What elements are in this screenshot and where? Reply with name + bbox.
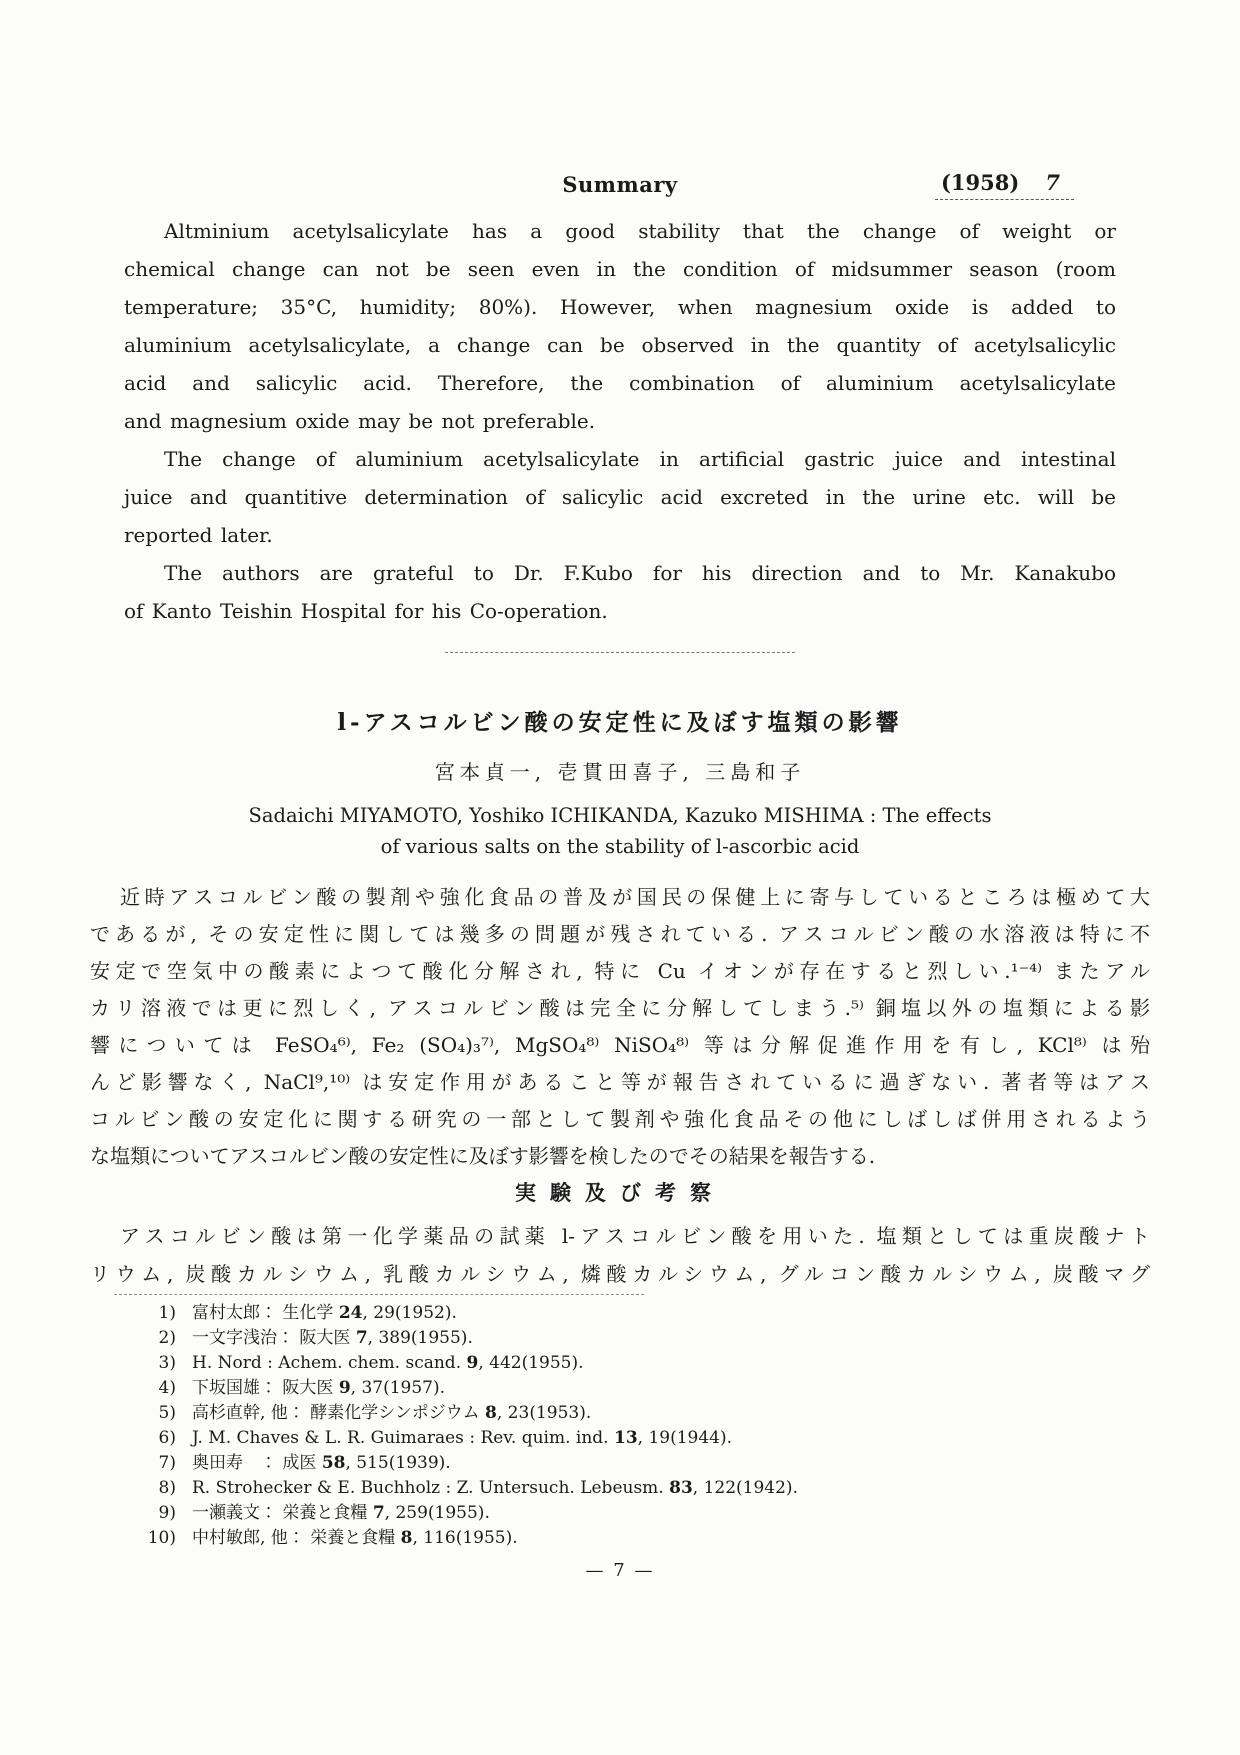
- text-line: reported later.: [124, 523, 273, 547]
- text-line: chemical change can not be seen even in the condition of midsummer season (room: [124, 257, 1116, 281]
- footnote-number: 4): [158, 1378, 176, 1398]
- text-line: The change of aluminium acetylsalicylate in artificial gastric juice and intestinal: [164, 447, 1116, 471]
- footnote-text: [192, 1526, 1116, 1551]
- footnote-row: [140, 1326, 1116, 1351]
- footnote-number: 3): [158, 1353, 176, 1373]
- footnote-text: [192, 1501, 1116, 1526]
- footnote-volume: 83: [669, 1478, 693, 1498]
- text-line: temperature; 35°C, humidity; 80%). However, when magnesium oxide is added to: [124, 295, 1116, 319]
- footnote-pages: , 515(1939).: [345, 1453, 451, 1473]
- footnote-pages: , 442(1955).: [478, 1353, 584, 1373]
- footnote-volume: 13: [613, 1428, 638, 1448]
- summary-paragraph-3: [124, 554, 1116, 630]
- footnote-volume: 9: [466, 1353, 479, 1373]
- footnote-pages: , 122(1942).: [692, 1478, 798, 1498]
- footnote-text: [192, 1451, 1116, 1476]
- footnote-citation: 中村敏郎, 他： 栄養と食糧: [192, 1528, 401, 1548]
- footnote-row: [140, 1526, 1116, 1551]
- summary-heading: Summary: [562, 172, 678, 197]
- footnote-number: 9): [158, 1503, 176, 1523]
- text-line: コルビン酸の安定化に関する研究の一部として製剤や強化食品その他にしばしば併用されるよう: [90, 1107, 1150, 1131]
- text-line: Altminium acetylsalicylate has a good stability that the change of weight or: [164, 219, 1116, 243]
- text-line: juice and quantitive determination of salicylic acid excreted in the urine etc. will be: [124, 485, 1116, 509]
- footnote-citation: 一瀬義文： 栄養と食糧: [192, 1503, 373, 1523]
- section-heading: 実験及び考察: [515, 1180, 725, 1205]
- footnote-volume: 58: [321, 1453, 346, 1473]
- text-line: The authors are grateful to Dr. F.Kubo for his direction and to Mr. Kanakubo: [164, 561, 1116, 585]
- footnote-citation: J. M. Chaves & L. R. Guimaraes : Rev. quim. ind.: [192, 1428, 614, 1448]
- authors-ja: 宮本貞一, 壱貫田喜子, 三島和子: [434, 760, 806, 784]
- article-title-ja: l-アスコルビン酸の安定性に及ぼす塩類の影響: [337, 709, 903, 736]
- footnote-volume: 8: [485, 1403, 497, 1423]
- footnote-text: [192, 1476, 1116, 1501]
- authors-en-line1: Sadaichi MIYAMOTO, Yoshiko ICHIKANDA, Kazuko MISHIMA : The effects: [248, 804, 992, 827]
- journal-year: (1958): [941, 170, 1020, 195]
- footnote-pages: , 37(1957).: [350, 1378, 446, 1398]
- authors-en-line2: of various salts on the stability of l-ascorbic acid: [380, 835, 860, 858]
- footnote-volume: 7: [355, 1328, 368, 1348]
- footnote-row: [140, 1351, 1116, 1376]
- footnote-separator: [114, 1294, 644, 1295]
- footnote-volume: 7: [372, 1503, 385, 1523]
- footnote-row: [140, 1301, 1116, 1326]
- footnote-text: [192, 1376, 1116, 1401]
- footnote-citation: 富村太郎： 生化学: [192, 1303, 339, 1323]
- text-line: 近時アスコルビン酸の製剤や強化食品の普及が国民の保健上に寄与しているところは極めて大: [120, 885, 1150, 909]
- text-line: acid and salicylic acid. Therefore, the combination of aluminium acetylsalicylate: [124, 371, 1116, 395]
- footer-page-number: — 7 —: [585, 1560, 655, 1581]
- text-line: アスコルビン酸は第一化学薬品の試薬 l-アスコルビン酸を用いた. 塩類としては重炭酸ナト: [120, 1224, 1150, 1248]
- footnote-text: [192, 1426, 1116, 1451]
- footnote-citation: 高杉直幹, 他： 酵素化学シンポジウム: [192, 1403, 486, 1423]
- summary-paragraph-2: [124, 440, 1116, 554]
- footnote-text: [192, 1401, 1116, 1426]
- text-line: aluminium acetylsalicylate, a change can be observed in the quantity of acetylsalicylic: [124, 333, 1116, 357]
- footnote-number: 2): [158, 1328, 176, 1348]
- footnote-row: [140, 1401, 1116, 1426]
- footnote-number: 5): [158, 1403, 176, 1423]
- footnote-row: [140, 1376, 1116, 1401]
- experiment-paragraph: [90, 1217, 1150, 1293]
- text-line: and magnesium oxide may be not preferable.: [124, 409, 596, 433]
- footnote-volume: 8: [400, 1528, 413, 1548]
- footnote-text: [192, 1351, 1116, 1376]
- text-line: な塩類についてアスコルビン酸の安定性に及ぼす影響を検したのでその結果を報告する.: [90, 1144, 876, 1168]
- footnote-number: 7): [158, 1453, 176, 1473]
- page-header: [935, 170, 1074, 200]
- header-page-number: 7: [1045, 170, 1060, 195]
- footnote-pages: , 116(1955).: [412, 1528, 518, 1548]
- text-line: んど影響なく, NaCl⁹,¹⁰⁾ は安定作用があること等が報告されているに過ぎない. 著者等はアス: [90, 1070, 1150, 1094]
- text-line: of Kanto Teishin Hospital for his Co-operation.: [124, 599, 608, 623]
- summary-paragraph-1: [124, 212, 1116, 440]
- footnote-citation: R. Strohecker & E. Buchholz : Z. Untersuch. Lebeusm.: [192, 1478, 670, 1498]
- authors-en: [124, 801, 1116, 863]
- footnote-number: 1): [158, 1303, 176, 1323]
- footnote-pages: , 389(1955).: [367, 1328, 473, 1348]
- footnote-row: [140, 1451, 1116, 1476]
- section-divider: [445, 652, 795, 653]
- text-line: 響については FeSO₄⁶⁾, Fe₂ (SO₄)₃⁷⁾, MgSO₄⁸⁾ NiSO₄⁸⁾ 等は分解促進作用を有し, KCl⁸⁾ は殆: [90, 1033, 1150, 1057]
- text-line: であるが, その安定性に関しては幾多の問題が残されている. アスコルビン酸の水溶液は特に不: [90, 922, 1150, 946]
- footnote-number: 10): [147, 1528, 176, 1548]
- footnote-volume: 24: [338, 1303, 363, 1323]
- footnote-pages: , 259(1955).: [384, 1503, 490, 1523]
- text-line: 安定で空気中の酸素によつて酸化分解され, 特に Cu イオンが存在すると烈しい.¹⁻⁴⁾ またアル: [90, 959, 1150, 983]
- footnote-citation: H. Nord : Achem. chem. scand.: [192, 1353, 467, 1373]
- footnote-row: [140, 1501, 1116, 1526]
- footnote-citation: 一文字浅治： 阪大医: [192, 1328, 356, 1348]
- footnote-citation: 奥田寿 ： 成医: [192, 1453, 322, 1473]
- footnote-row: [140, 1476, 1116, 1501]
- footnote-row: [140, 1426, 1116, 1451]
- footnote-volume: 9: [338, 1378, 351, 1398]
- footnote-number: 8): [158, 1478, 176, 1498]
- text-line: リウム, 炭酸カルシウム, 乳酸カルシウム, 燐酸カルシウム, グルコン酸カルシウム, 炭酸マグ: [90, 1262, 1150, 1286]
- footnote-pages: , 29(1952).: [362, 1303, 457, 1323]
- footnote-number: 6): [158, 1428, 176, 1448]
- footnote-pages: , 23(1953).: [496, 1403, 592, 1423]
- footnotes-list: [140, 1301, 1116, 1551]
- footnote-text: [192, 1326, 1116, 1351]
- footnote-pages: , 19(1944).: [637, 1428, 733, 1448]
- text-line: カリ溶液では更に烈しく, アスコルビン酸は完全に分解してしまう.⁵⁾ 銅塩以外の塩類による影: [90, 996, 1150, 1020]
- footnote-text: [192, 1301, 1116, 1326]
- footnote-citation: 下坂国雄： 阪大医: [192, 1378, 339, 1398]
- intro-paragraph: [90, 879, 1150, 1175]
